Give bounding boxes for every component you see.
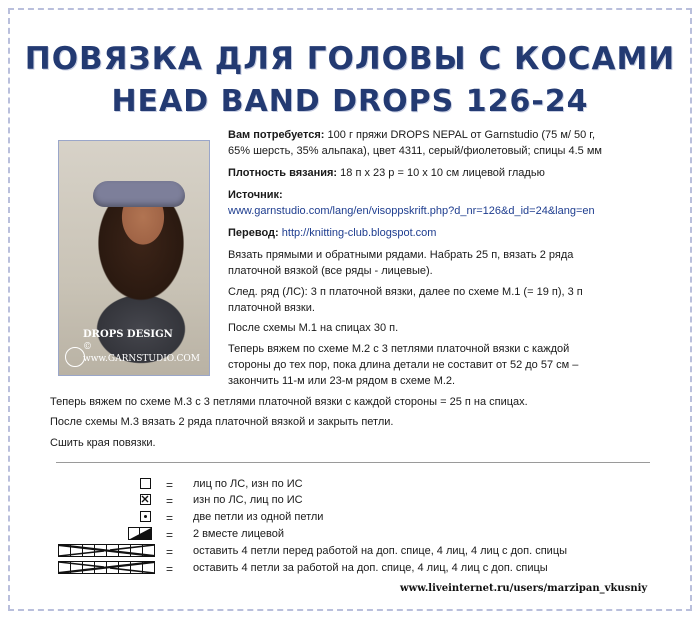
density-line xyxy=(228,165,545,181)
footer-url[interactable]: www.liveinternet.ru/users/marzipan_vkusniy xyxy=(400,583,648,594)
instruction-p7: Сшить края повязки. xyxy=(50,437,156,449)
instruction-p4-l2: стороны до тех пор, пока длина детали не составит от 52 до 57 см – xyxy=(228,359,579,371)
photo-brand-line2: © www.GARNSTUDIO.COM xyxy=(83,342,200,364)
instruction-p2-l2: платочной вязки. xyxy=(228,302,315,314)
legend-eq: = xyxy=(166,562,174,576)
instruction-p4-l3: закончить 11-м или 23-м рядом в схеме М.2. xyxy=(228,375,456,387)
instruction-p6: После схемы М.3 вязать 2 ряда платочной вязкой и закрыть петли. xyxy=(50,416,394,428)
legend-eq: = xyxy=(166,494,174,508)
page-title-ru: ПОВЯЗКА ДЛЯ ГОЛОВЫ С КОСАМИ xyxy=(24,41,676,77)
instruction-p2-l1: След. ряд (ЛС): 3 п платочной вязки, далее по схеме М.1 (= 19 п), 3 п xyxy=(228,286,583,298)
k2tog-icon xyxy=(128,527,152,545)
cable-back-icon xyxy=(58,561,155,579)
translation-label: Перевод: xyxy=(228,227,279,239)
source-label: Источник: xyxy=(228,189,283,201)
translation-line xyxy=(228,225,436,241)
garnstudio-logo-icon xyxy=(65,347,85,367)
page-title-en: HEAD BAND DROPS 126-24 xyxy=(111,84,589,119)
materials-line1 xyxy=(228,127,595,143)
legend-eq: = xyxy=(166,545,174,559)
legend-eq: = xyxy=(166,511,174,525)
density-label: Плотность вязания: xyxy=(228,167,338,179)
instruction-p3: После схемы М.1 на спицах 30 п. xyxy=(228,322,399,334)
cable-front-icon xyxy=(58,544,155,562)
instruction-p5: Теперь вяжем по схеме М.3 с 3 петлями платочной вязки с каждой стороны = 25 п на спицах. xyxy=(50,396,528,408)
divider xyxy=(56,462,650,463)
instruction-p4-l1: Теперь вяжем по схеме М.2 с 3 петлями платочной вязки с каждой xyxy=(228,343,570,355)
materials-label: Вам потребуется: xyxy=(228,129,325,141)
dot-box-icon xyxy=(140,511,151,522)
photo-brand-line1: DROPS DESIGN xyxy=(83,329,173,340)
photo-brand xyxy=(83,329,209,365)
instruction-p1-l1: Вязать прямыми и обратными рядами. Набрать 25 п, вязать 2 ряда xyxy=(228,249,574,261)
legend-eq: = xyxy=(166,478,174,492)
x-box-icon xyxy=(140,494,151,505)
source-link[interactable]: www.garnstudio.com/lang/en/visoppskrift.php?d_nr=126&d_id=24&lang=en xyxy=(228,205,595,217)
legend-eq: = xyxy=(166,528,174,542)
legend-text: 2 вместе лицевой xyxy=(193,528,285,540)
legend-text: две петли из одной петли xyxy=(193,511,324,523)
product-photo xyxy=(58,140,210,376)
legend-text: оставить 4 петли перед работой на доп. спице, 4 лиц, 4 лиц с доп. спицы xyxy=(193,545,568,557)
translation-link[interactable]: http://knitting-club.blogspot.com xyxy=(281,227,437,239)
materials-text1: 100 г пряжи DROPS NEPAL от Garnstudio (75 м/ 50 г, xyxy=(327,129,596,141)
headband-image xyxy=(93,181,185,207)
legend-text: изн по ЛС, лиц по ИС xyxy=(193,494,303,506)
materials-line2: 65% шерсть, 35% альпака), цвет 4311, серый/фиолетовый; спицы 4.5 мм xyxy=(228,145,602,157)
legend-text: лиц по ЛС, изн по ИС xyxy=(193,478,303,490)
empty-box-icon xyxy=(140,478,151,489)
instruction-p1-l2: платочной вязкой (все ряды - лицевые). xyxy=(228,265,433,277)
legend-text: оставить 4 петли за работой на доп. спице, 4 лиц, 4 лиц с доп. спицы xyxy=(193,562,548,574)
density-text: 18 п х 23 р = 10 х 10 см лицевой гладью xyxy=(340,167,545,179)
